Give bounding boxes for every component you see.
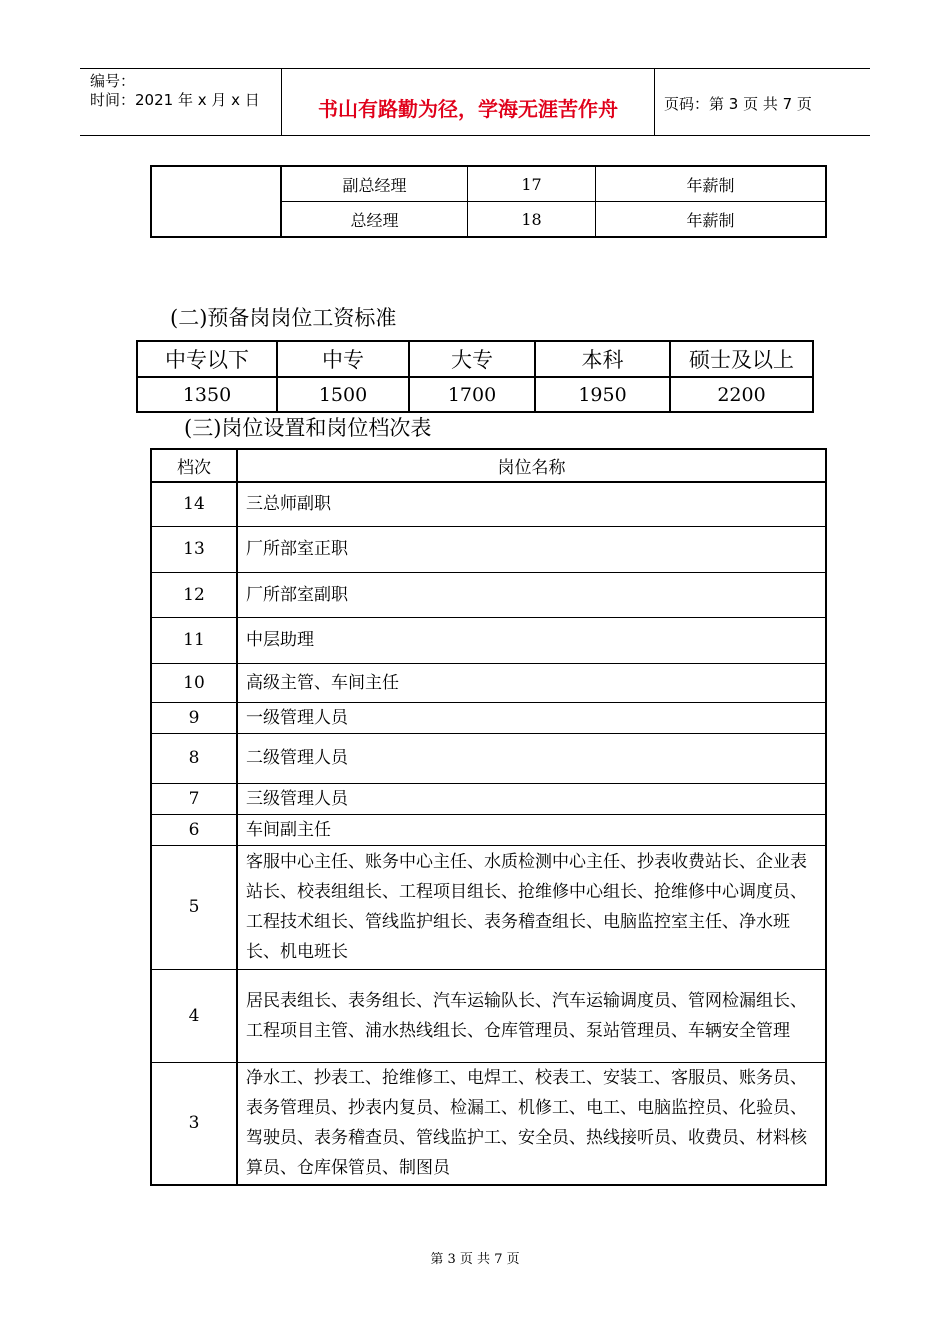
grade-cell: 11 <box>151 617 237 663</box>
table-header-row <box>151 449 826 482</box>
position-name-cell: 二级管理人员 <box>237 733 826 783</box>
position-name-cell: 三级管理人员 <box>237 783 826 814</box>
section-title-position-grades: (三)岗位设置和岗位档次表 <box>184 416 432 440</box>
column-header: 硕士及以上 <box>670 341 813 377</box>
grade-cell: 3 <box>151 1062 237 1185</box>
table-header-row <box>137 341 813 377</box>
position-name-cell: 客服中心主任、账务中心主任、水质检测中心主任、抄表收费站长、企业表站长、校表组组长、工程项目组长、抢维修中心组长、抢维修中心调度员、工程技术组长、管线监护组长、表务稽查组长、电脑监控室主任、净水班长、机电班长 <box>237 845 826 969</box>
merged-blank-cell <box>151 166 281 237</box>
position-name-cell: 厂所部室副职 <box>237 572 826 617</box>
document-date-label: 时间：2021 年 x 月 x 日 <box>90 91 260 109</box>
grade-cell: 8 <box>151 733 237 783</box>
header-page-label: 页码：第 3 页 共 7 页 <box>664 95 812 113</box>
grade-cell: 18 <box>468 202 596 238</box>
header-top-line <box>80 68 870 69</box>
table-row <box>151 526 826 572</box>
position-name-column-header: 岗位名称 <box>237 449 826 482</box>
wage-value-cell: 1500 <box>277 377 409 412</box>
table-row <box>151 617 826 663</box>
table-row <box>151 783 826 814</box>
position-name-cell: 厂所部室正职 <box>237 526 826 572</box>
column-header: 中专 <box>277 341 409 377</box>
table-row <box>151 1062 826 1185</box>
grade-cell: 14 <box>151 482 237 526</box>
header-bottom-line <box>80 135 870 136</box>
table-row <box>151 663 826 702</box>
grade-cell: 6 <box>151 814 237 845</box>
position-title-cell: 副总经理 <box>281 166 468 202</box>
wage-value-cell: 1350 <box>137 377 277 412</box>
grade-cell: 5 <box>151 845 237 969</box>
position-name-cell: 一级管理人员 <box>237 702 826 733</box>
grade-cell: 4 <box>151 969 237 1062</box>
column-header: 大专 <box>409 341 535 377</box>
grade-column-header: 档次 <box>151 449 237 482</box>
header-divider-right <box>654 68 655 136</box>
wage-value-cell: 2200 <box>670 377 813 412</box>
grade-cell: 13 <box>151 526 237 572</box>
reserve-wage-standard-table <box>136 340 814 413</box>
salary-grade-continued-table <box>150 165 827 238</box>
table-row <box>151 166 826 202</box>
table-row <box>151 572 826 617</box>
table-row <box>151 814 826 845</box>
position-name-cell: 净水工、抄表工、抢维修工、电焊工、校表工、安装工、客服员、账务员、表务管理员、抄表内复员、检漏工、机修工、电工、电脑监控员、化验员、驾驶员、表务稽查员、管线监护工、安全员、热线接听员、收费员、材料核算员、仓库保管员、制图员 <box>237 1062 826 1185</box>
position-title-cell: 总经理 <box>281 202 468 238</box>
column-header: 中专以下 <box>137 341 277 377</box>
table-row <box>151 733 826 783</box>
grade-cell: 10 <box>151 663 237 702</box>
table-row <box>151 702 826 733</box>
wage-value-cell: 1950 <box>535 377 670 412</box>
table-row <box>151 845 826 969</box>
position-name-cell: 中层助理 <box>237 617 826 663</box>
table-row <box>151 969 826 1062</box>
table-row <box>151 482 826 526</box>
grade-cell: 9 <box>151 702 237 733</box>
grade-cell: 12 <box>151 572 237 617</box>
header-motto: 书山有路勤为径，学海无涯苦作舟 <box>318 97 618 121</box>
page-footer: 第 3 页 共 7 页 <box>430 1252 520 1267</box>
wage-value-cell: 1700 <box>409 377 535 412</box>
grade-cell: 17 <box>468 166 596 202</box>
grade-cell: 7 <box>151 783 237 814</box>
section-title-reserve-wage: (二)预备岗岗位工资标准 <box>170 306 397 330</box>
column-header: 本科 <box>535 341 670 377</box>
table-row <box>137 377 813 412</box>
position-grade-table <box>150 448 827 1186</box>
position-name-cell: 居民表组长、表务组长、汽车运输队长、汽车运输调度员、管网检漏组长、工程项目主管、浦水热线组长、仓库管理员、泵站管理员、车辆安全管理 <box>237 969 826 1062</box>
pay-system-cell: 年薪制 <box>596 166 827 202</box>
pay-system-cell: 年薪制 <box>596 202 827 238</box>
position-name-cell: 三总师副职 <box>237 482 826 526</box>
position-name-cell: 高级主管、车间主任 <box>237 663 826 702</box>
position-name-cell: 车间副主任 <box>237 814 826 845</box>
document-code-label: 编号： <box>90 72 136 90</box>
